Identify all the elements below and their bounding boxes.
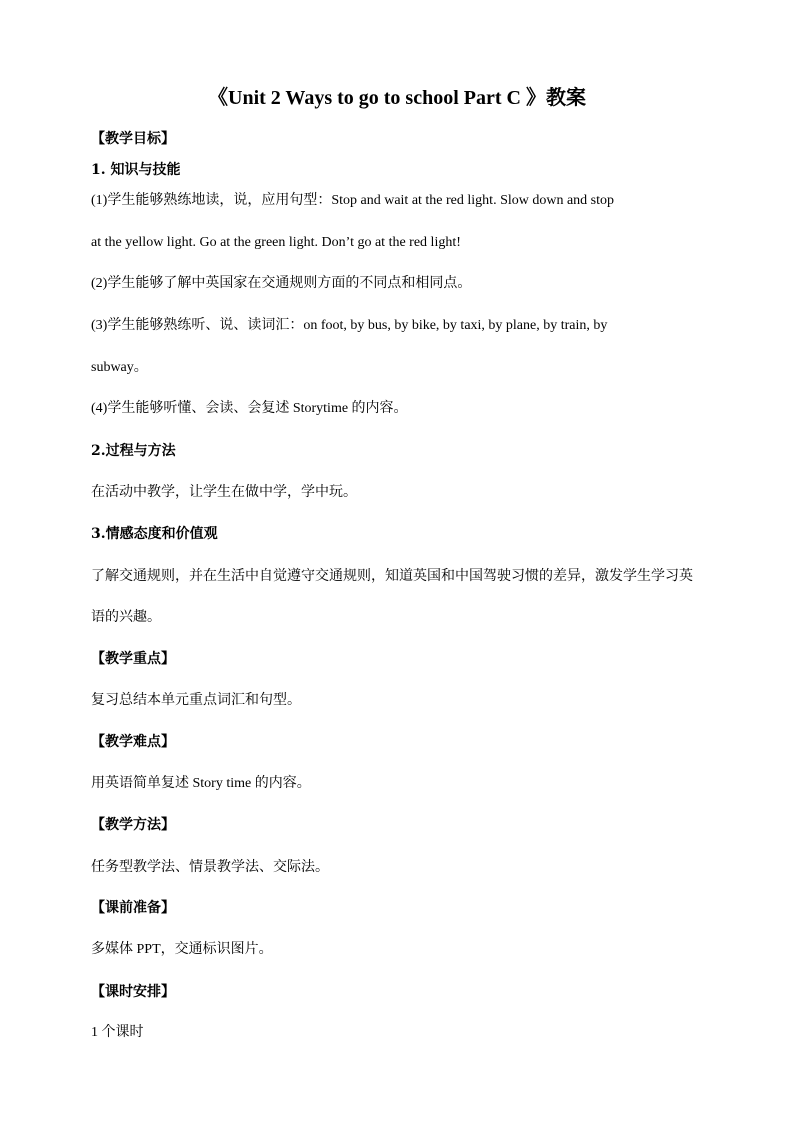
section-heading-schedule: 【课时安排】 xyxy=(91,984,175,1000)
subheading-knowledge-skills: 1. 知识与技能 xyxy=(91,162,181,178)
objective-3-line-2: subway。 xyxy=(91,360,148,375)
subheading-attitude-values: 3.情感态度和价值观 xyxy=(91,526,218,542)
process-methods-text: 在活动中教学，让学生在做中学，学中玩。 xyxy=(91,484,357,500)
objective-4: (4)学生能够听懂、会读、会复述 Storytime 的内容。 xyxy=(91,401,408,416)
section-heading-difficult-points: 【教学难点】 xyxy=(91,734,175,750)
section-heading-teaching-objectives: 【教学目标】 xyxy=(91,131,175,147)
attitude-values-text-line-1: 了解交通规则，并在生活中自觉遵守交通规则，知道英国和中国驾驶习惯的差异，激发学生学习英 xyxy=(91,568,693,584)
section-heading-preparation: 【课前准备】 xyxy=(91,900,175,916)
difficult-points-text: 用英语简单复述 Story time 的内容。 xyxy=(91,776,311,791)
teaching-methods-text: 任务型教学法、情景教学法、交际法。 xyxy=(91,859,329,875)
preparation-text: 多媒体 PPT，交通标识图片。 xyxy=(91,942,273,957)
section-heading-teaching-methods: 【教学方法】 xyxy=(91,817,175,833)
attitude-values-text-line-2: 语的兴趣。 xyxy=(91,609,161,625)
schedule-text: 1 个课时 xyxy=(91,1025,144,1040)
section-heading-key-points: 【教学重点】 xyxy=(91,651,175,667)
document-title: 《Unit 2 Ways to go to school Part C 》教案 xyxy=(208,87,586,109)
objective-3-line-1: (3)学生能够熟练听、说、读词汇：on foot, by bus, by bike, by taxi, by plane, by train, by xyxy=(91,318,608,333)
key-points-text: 复习总结本单元重点词汇和句型。 xyxy=(91,692,301,708)
objective-1-line-2: at the yellow light. Go at the green light. Don’t go at the red light! xyxy=(91,235,461,250)
objective-2: (2)学生能够了解中英国家在交通规则方面的不同点和相同点。 xyxy=(91,276,472,291)
subheading-process-methods: 2.过程与方法 xyxy=(91,443,176,459)
objective-1-line-1: (1)学生能够熟练地读，说，应用句型：Stop and wait at the red light. Slow down and stop xyxy=(91,193,615,208)
